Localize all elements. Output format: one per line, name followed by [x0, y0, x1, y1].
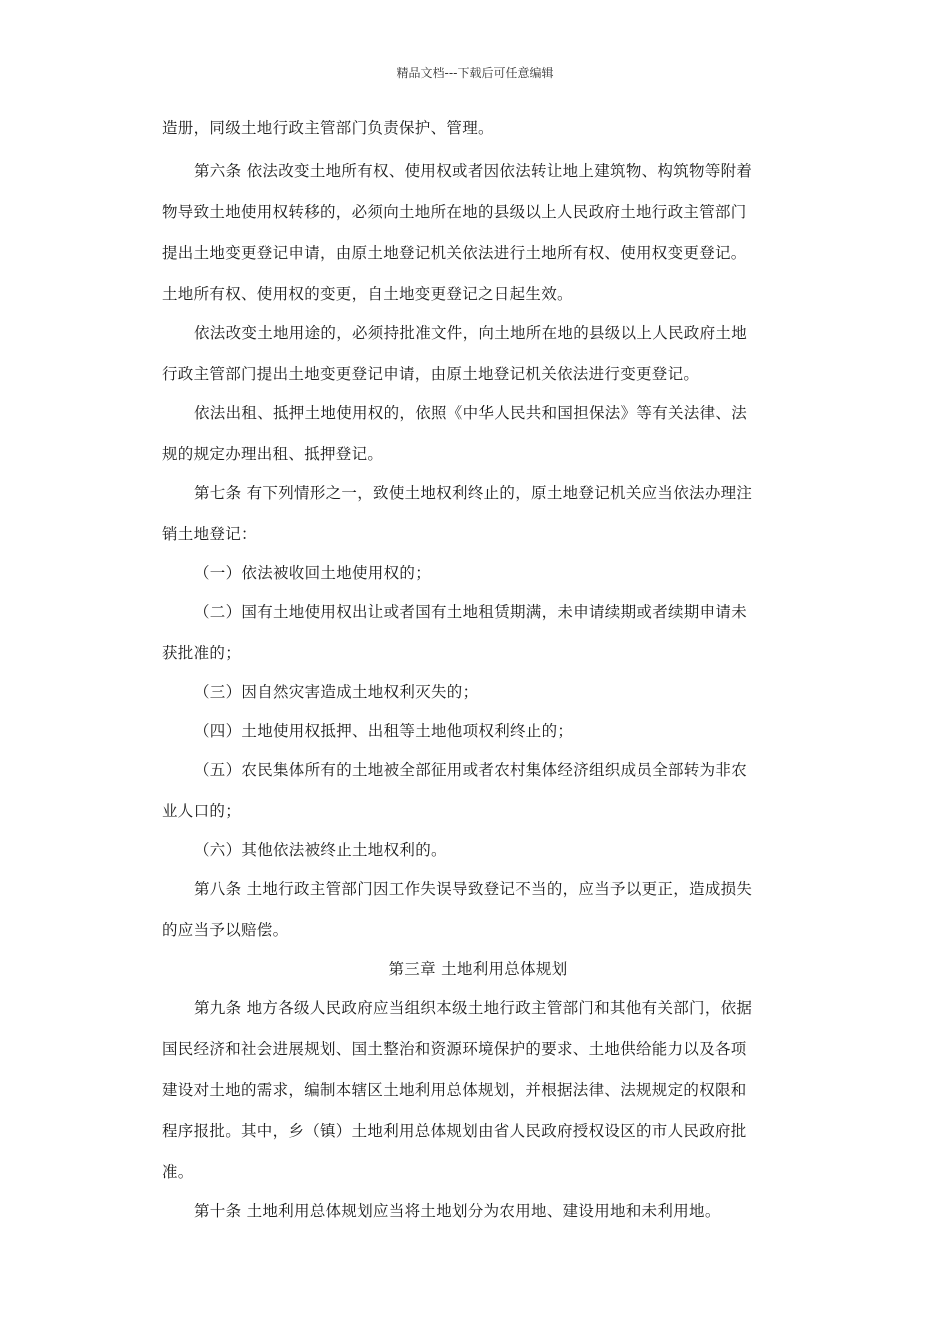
page-header: 精品文档---下载后可任意编辑	[396, 66, 554, 80]
list-item: （五）农民集体所有的土地被全部征用或者农村集体经济组织成员全部转为非农	[194, 761, 748, 779]
text-line: 依法改变土地用途的，必须持批准文件，向土地所在地的县级以上人民政府土地	[194, 324, 748, 342]
text-line: 物导致土地使用权转移的，必须向土地所在地的县级以上人民政府土地行政主管部门	[162, 203, 747, 221]
text-line: 国民经济和社会进展规划、国土整治和资源环境保护的要求、土地供给能力以及各项	[162, 1040, 747, 1058]
text-line: 行政主管部门提出土地变更登记申请，由原土地登记机关依法进行变更登记。	[162, 365, 700, 383]
list-item: （三）因自然灾害造成土地权利灭失的；	[194, 683, 479, 701]
text-line: 造册，同级土地行政主管部门负责保护、管理。	[162, 119, 494, 137]
list-item: （二）国有土地使用权出让或者国有土地租赁期满，未申请续期或者续期申请未	[194, 603, 748, 621]
text-line: 销土地登记：	[162, 525, 257, 543]
text-line: 土地所有权、使用权的变更，自土地变更登记之日起生效。	[162, 285, 573, 303]
text-line: 规的规定办理出租、抵押登记。	[162, 445, 384, 463]
article-10-line: 第十条 土地利用总体规划应当将土地划分为农用地、建设用地和未利用地。	[194, 1202, 721, 1220]
text-line: 提出土地变更登记申请，由原土地登记机关依法进行土地所有权、使用权变更登记。	[162, 244, 747, 262]
text-line: 业人口的；	[162, 802, 242, 820]
text-line: 获批准的；	[162, 644, 242, 662]
text-line: 依法出租、抵押土地使用权的，依照《中华人民共和国担保法》等有关法律、法	[194, 404, 748, 422]
text-line: 准。	[162, 1163, 194, 1181]
text-line: 建设对土地的需求，编制本辖区土地利用总体规划，并根据法律、法规规定的权限和	[162, 1081, 747, 1099]
list-item: （一）依法被收回土地使用权的；	[194, 564, 432, 582]
chapter-heading: 第三章 土地利用总体规划	[388, 960, 568, 978]
document-body	[162, 118, 794, 1221]
list-item: （四）土地使用权抵押、出租等土地他项权利终止的；	[194, 722, 574, 740]
article-9-line: 第九条 地方各级人民政府应当组织本级土地行政主管部门和其他有关部门，依据	[194, 999, 753, 1017]
list-item: （六）其他依法被终止土地权利的。	[194, 841, 447, 859]
article-7-line: 第七条 有下列情形之一，致使土地权利终止的，原土地登记机关应当依法办理注	[194, 484, 753, 502]
article-6-line: 第六条 依法改变土地所有权、使用权或者因依法转让地上建筑物、构筑物等附着	[194, 162, 753, 180]
article-8-line: 第八条 土地行政主管部门因工作失误导致登记不当的，应当予以更正，造成损失	[194, 880, 753, 898]
text-line: 的应当予以赔偿。	[162, 921, 289, 939]
text-line: 程序报批。其中，乡（镇）土地利用总体规划由省人民政府授权设区的市人民政府批	[162, 1122, 747, 1140]
